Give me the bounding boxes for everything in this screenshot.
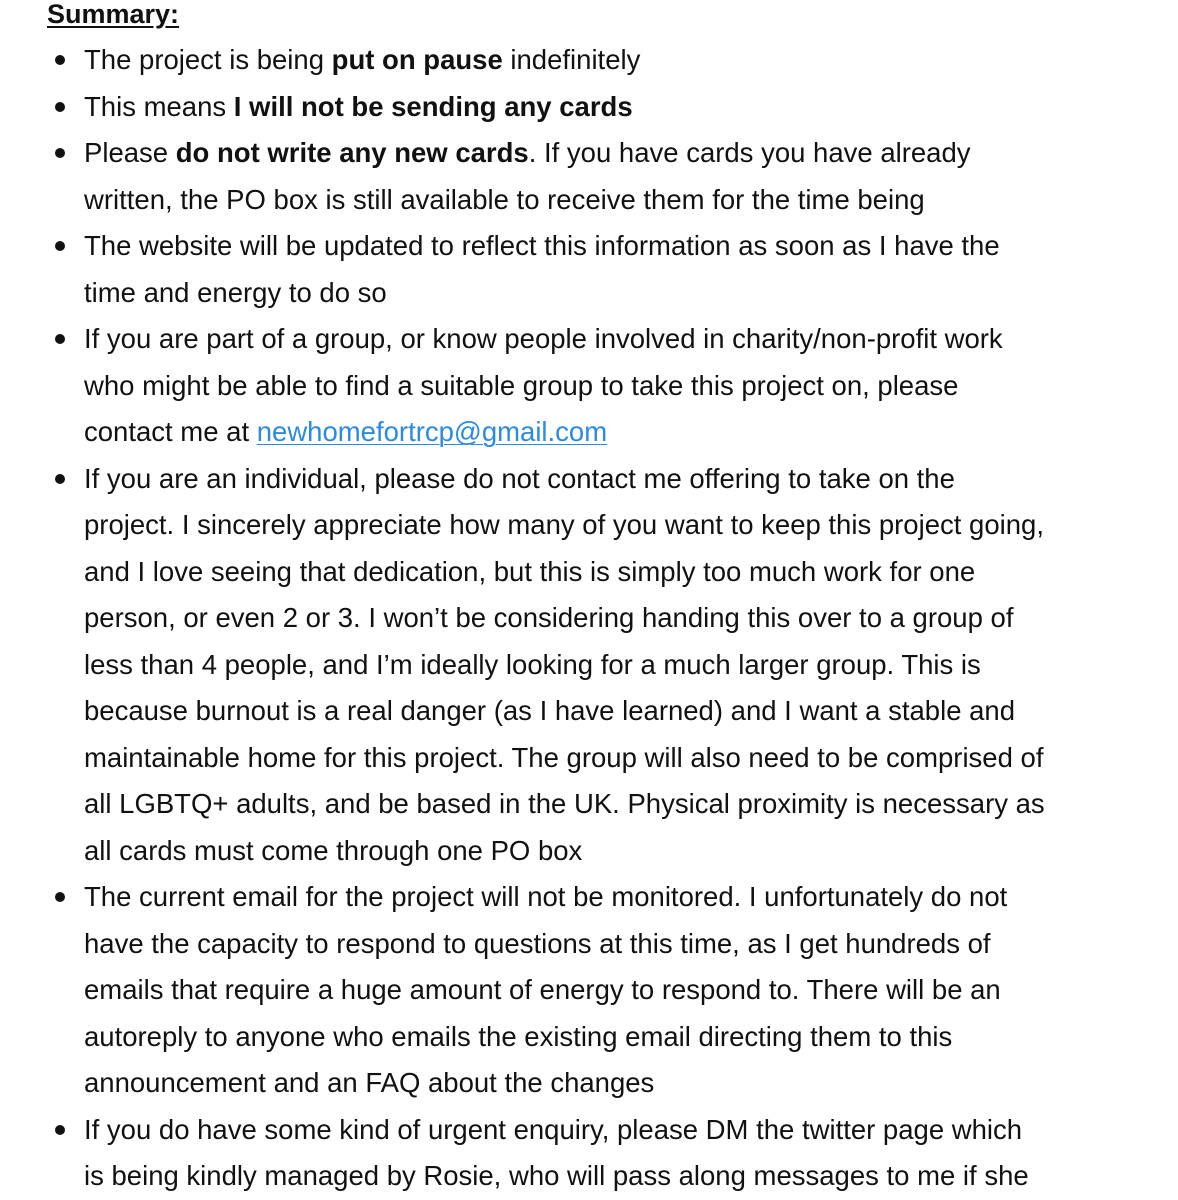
text-segment: less than 4 people, and I’m ideally looking for a much larger group. This is bbox=[84, 648, 981, 680]
text-segment: maintainable home for this project. The group will also need to be comprised of bbox=[84, 741, 1044, 773]
text-segment: If you are part of a group, or know people involved in charity/non-profit work bbox=[84, 323, 1003, 354]
bullet-text-line bbox=[84, 130, 1138, 177]
bullet-text-line bbox=[84, 223, 1138, 270]
bullet-text-line bbox=[84, 502, 1138, 549]
bullet-text-line bbox=[84, 456, 1138, 503]
text-segment: If you are an individual, please do not contact me offering to take on the bbox=[84, 462, 955, 494]
bullet-text-line bbox=[84, 1014, 1138, 1061]
bullet-dot-icon bbox=[55, 148, 65, 158]
text-segment: Please bbox=[84, 137, 176, 168]
bullet-text-line bbox=[84, 409, 1138, 456]
bold-text: do not write any new cards bbox=[175, 137, 529, 168]
bullet-dot-icon bbox=[55, 55, 65, 65]
bullet-dot-icon bbox=[55, 1125, 65, 1135]
bullet-item bbox=[0, 316, 1178, 456]
text-segment: is being kindly managed by Rosie, who will pass along messages to me if she bbox=[84, 1160, 1029, 1191]
bullet-item bbox=[0, 223, 1178, 316]
text-segment: announcement and an FAQ about the changes bbox=[84, 1067, 655, 1098]
bullet-text-line bbox=[84, 735, 1138, 782]
summary-heading: Summary: bbox=[47, 0, 180, 29]
bullet-text-line bbox=[84, 549, 1138, 596]
text-segment: project. I sincerely appreciate how many of you want to keep this project going, bbox=[84, 509, 1044, 540]
bullet-text-line bbox=[84, 688, 1138, 735]
text-segment: The project is being bbox=[84, 44, 332, 75]
text-segment: The website will be updated to reflect this information as soon as I have the bbox=[84, 230, 1000, 261]
bullet-dot-icon bbox=[55, 474, 65, 484]
bullet-item bbox=[0, 130, 1178, 223]
summary-bullet-list bbox=[0, 37, 1178, 1200]
bullet-dot-icon bbox=[55, 241, 65, 251]
bullet-dot-icon bbox=[55, 334, 65, 344]
bullet-text-line bbox=[84, 781, 1138, 828]
text-segment: autoreply to anyone who emails the existing email directing them to this bbox=[84, 1020, 953, 1052]
bullet-text-line bbox=[84, 874, 1138, 921]
bold-text: I will not be sending any cards bbox=[233, 90, 633, 122]
text-segment: all cards must come through one PO box bbox=[84, 834, 583, 866]
bullet-text-line bbox=[84, 967, 1138, 1014]
bullet-text-line bbox=[84, 316, 1138, 363]
bullet-text-line bbox=[84, 595, 1138, 642]
text-segment: because burnout is a real danger (as I have learned) and I want a stable and bbox=[84, 695, 1016, 726]
bullet-dot-icon bbox=[55, 102, 65, 112]
text-segment: time and energy to do so bbox=[84, 276, 387, 308]
bullet-dot-icon bbox=[55, 892, 65, 902]
text-segment: emails that require a huge amount of energy to respond to. There will be an bbox=[84, 974, 1001, 1005]
bullet-text-line bbox=[84, 828, 1138, 875]
text-segment: who might be able to find a suitable group to take this project on, please bbox=[84, 369, 959, 401]
text-segment: indefinitely bbox=[502, 44, 641, 75]
bullet-text-line bbox=[84, 1153, 1138, 1200]
bullet-text-line bbox=[84, 270, 1138, 317]
bullet-item bbox=[0, 84, 1178, 131]
text-segment: all LGBTQ+ adults, and be based in the UK. Physical proximity is necessary as bbox=[84, 788, 1045, 819]
text-segment: The current email for the project will not be monitored. I unfortunately do not bbox=[84, 881, 1008, 912]
email-link[interactable]: newhomefortrcp@gmail.com bbox=[256, 416, 608, 447]
bullet-text-line bbox=[84, 921, 1138, 968]
bullet-text-line bbox=[84, 37, 1138, 84]
bullet-text-line bbox=[84, 177, 1138, 224]
bullet-text-line bbox=[84, 642, 1138, 689]
text-segment: This means bbox=[84, 90, 234, 122]
text-segment: and I love seeing that dedication, but this is simply too much work for one bbox=[84, 555, 976, 587]
bullet-item bbox=[0, 456, 1178, 875]
bullet-text-line bbox=[84, 1107, 1138, 1154]
bullet-text-line bbox=[84, 1060, 1138, 1107]
text-segment: written, the PO box is still available to receive them for the time being bbox=[84, 183, 925, 215]
bullet-text-line bbox=[84, 363, 1138, 410]
text-segment: have the capacity to respond to questions at this time, as I get hundreds of bbox=[84, 927, 991, 959]
bullet-item bbox=[0, 37, 1178, 84]
bullet-text-line bbox=[84, 84, 1138, 131]
bullet-item bbox=[0, 1107, 1178, 1200]
bullet-item bbox=[0, 874, 1178, 1107]
text-segment: person, or even 2 or 3. I won’t be considering handing this over to a group of bbox=[84, 602, 1014, 633]
text-segment: contact me at bbox=[84, 416, 257, 447]
text-segment: If you do have some kind of urgent enquiry, please DM the twitter page which bbox=[84, 1113, 1023, 1145]
text-segment: . If you have cards you have already bbox=[528, 137, 971, 168]
bold-text: put on pause bbox=[331, 44, 503, 75]
